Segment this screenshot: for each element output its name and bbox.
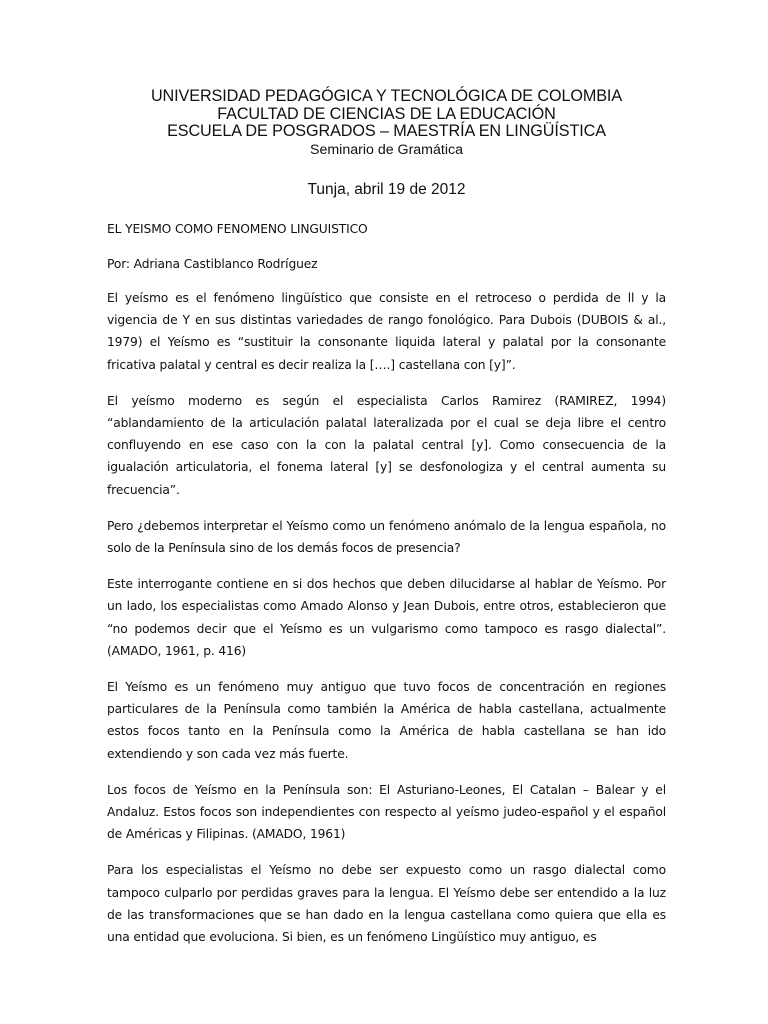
paragraph: Este interrogante contiene en si dos hechos que deben dilucidarse al hablar de Yeísmo. Por un lado, los especialistas como Amado Alonso y Jean Dubois, entre otros, establecieron que “no podemos decir que el Yeísmo es un vulgarismo como tampoco es rasgo dialectal”. (AMADO, 1961, p. 416) xyxy=(107,577,666,658)
paragraph: El yeísmo es el fenómeno lingüístico que consiste en el retroceso o perdida de ll y la vigencia de Y en sus distintas variedades de rango fonológico. Para Dubois (DUBOIS & al., 1979) el Yeísmo es “sustituir la consonante liquida lateral y palatal por la consonante fricativa palatal y central es decir realiza la [….] castellana con [y]”. xyxy=(107,290,666,372)
university-name: UNIVERSIDAD PEDAGÓGICA Y TECNOLÓGICA DE COLOMBIA xyxy=(150,87,623,105)
paragraph: Pero ¿debemos interpretar el Yeísmo como un fenómeno anómalo de la lengua española, no solo de la Península sino de los demás focos de presencia? xyxy=(107,518,666,555)
school-name: ESCUELA DE POSGRADOS – MAESTRÍA EN LINGÜÍSTICA xyxy=(167,122,606,140)
paragraph: El Yeísmo es un fenómeno muy antiguo que tuvo focos de concentración en regiones particulares de la Península como también la América de habla castellana, actualmente estos focos tanto en la Península como la América de habla castellana se han ido extendiendo y son cada vez más fuerte. xyxy=(107,679,666,761)
document-header xyxy=(107,88,666,158)
document-body xyxy=(107,287,666,948)
seminar-name: Seminario de Gramática xyxy=(310,141,463,158)
document-author: Por: Adriana Castiblanco Rodríguez xyxy=(107,256,318,271)
document-date: Tunja, abril 19 de 2012 xyxy=(307,180,466,198)
document-title: EL YEISMO COMO FENOMENO LINGUISTICO xyxy=(107,221,368,236)
paragraph: El yeísmo moderno es según el especialista Carlos Ramirez (RAMIREZ, 1994) “ablandamiento de la articulación palatal lateralizada por el cual se deja libre el centro confluyendo en ese caso con la con la palatal central [y]. Como consecuencia de la igualación articulatoria, el fonema lateral [y] se desfonologiza y el central aumenta su frecuencia”. xyxy=(107,393,666,497)
paragraph: Los focos de Yeísmo en la Península son: El Asturiano-Leones, El Catalan – Balear y el Andaluz. Estos focos son independientes con respecto al yeísmo judeo-español y el español de Américas y Filipinas. (AMADO, 1961) xyxy=(107,782,666,842)
paragraph: Para los especialistas el Yeísmo no debe ser expuesto como un rasgo dialectal como tampoco culparlo por perdidas graves para la lengua. El Yeísmo debe ser entendido a la luz de las transformaciones que se han dado en la lengua castellana como quiera que ella es una entidad que evoluciona. Si bien, es un fenómeno Lingüístico muy antiguo, es xyxy=(107,863,666,944)
faculty-name: FACULTAD DE CIENCIAS DE LA EDUCACIÓN xyxy=(217,104,556,123)
